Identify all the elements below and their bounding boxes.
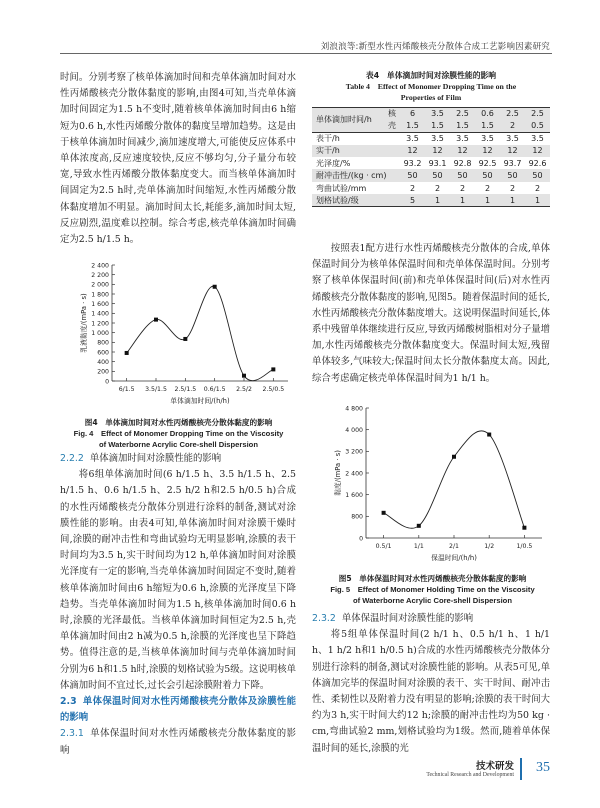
table-cell: 93.2 <box>403 158 422 168</box>
y-tick-label: 1 600 <box>91 300 109 308</box>
y-tick-label: 400 <box>97 358 109 366</box>
table-4-block <box>312 70 550 207</box>
table-cell: 3.5 <box>400 132 425 144</box>
table-cell: 3.5 <box>425 108 450 120</box>
table-4-caption-en-1: Table 4 Effect of Monomer Dropping Time on the <box>345 82 517 91</box>
x-tick-label: 1/0.5 <box>516 543 533 550</box>
section-title: 单体保温时间对水性丙烯酸核壳分散体及涂膜性能的影响 <box>60 696 296 724</box>
table-cell: 3.5 <box>475 132 500 144</box>
data-point <box>452 455 456 459</box>
y-tick-label: 1 200 <box>91 320 109 328</box>
table-row-label: 光泽度/% <box>316 158 351 168</box>
table-4-caption-cn: 表4 单体滴加时间对涂膜性能的影响 <box>365 71 497 80</box>
table-row <box>312 194 550 206</box>
y-axis-label: 黏度/(mPa · s) <box>334 450 342 496</box>
section-number: 2.2.2 <box>60 453 84 464</box>
figure-5-caption-en-2: of Waterborne Acrylic Core-shell Dispersion <box>353 596 512 605</box>
page-number: 35 <box>536 760 550 775</box>
data-point <box>271 367 275 371</box>
x-tick-label: 2.5/1.5 <box>174 386 197 393</box>
series-line <box>127 286 274 380</box>
table-cell: 0.5 <box>525 120 550 132</box>
table-cell: 2 <box>500 120 525 132</box>
table-cell: 3.5 <box>500 132 525 144</box>
table-row <box>312 145 550 157</box>
data-point <box>242 374 246 378</box>
table-cell: 2.5 <box>500 108 525 120</box>
x-tick-label: 0.6/1.5 <box>203 386 226 393</box>
table-cell: 12 <box>500 145 525 157</box>
section-2-2-2-heading <box>60 451 296 467</box>
section-number: 2.3 <box>60 696 77 708</box>
table-cell: 92.5 <box>478 158 497 168</box>
table-cell: 50 <box>500 169 525 181</box>
table-cell: 1.5 <box>475 120 500 132</box>
table-sub-label: 壳 <box>384 120 400 132</box>
table-cell: 50 <box>525 169 550 181</box>
table-4-caption-en-2: Properties of Film <box>400 93 462 102</box>
table-row-label: 表干/h <box>312 132 400 144</box>
table-cell: 2.5 <box>525 108 550 120</box>
table-cell: 3.5 <box>450 132 475 144</box>
data-point <box>213 285 217 289</box>
y-tick-label: 4 000 <box>345 426 363 434</box>
paragraph-viscosity-dropping: 时间。分别考察了核单体滴加时间和壳单体滴加时间对水性丙烯酸核壳分散体黏度的影响,由图4可知,当壳单体滴加时间固定为1.5 h不变时,随着核单体滴加时间由6 h缩短为0.6 h,水性丙烯酸分散体的黏度呈增加趋势。这是由于核单体滴加时间减少,滴加速度增大,可能使反应体系中单体浓度高,反应速度较快,反应不够均匀,分子量分布较宽,导致水性丙烯酸分散体黏度变大。而当核单体滴加时间固定为2.5 h时,壳单体滴加时间缩短,水性丙烯酸分散体黏度增加不明显。滴加时间太长,耗能多,滴加时间太短,反应剧烈,温度难以控制。综合考虑,核壳单体滴加时间确定为2.5 h/1.5 h。 <box>60 72 296 246</box>
y-tick-label: 1 800 <box>91 291 109 299</box>
figure-4-caption-en-1: Fig. 4 Effect of Monomer Dropping Time on the Viscosity <box>73 429 284 438</box>
table-row <box>312 132 550 144</box>
table-cell: 93.1 <box>428 158 447 168</box>
y-tick-label: 3 200 <box>345 448 363 456</box>
x-axis-label: 单体滴加时间/(h/h) <box>170 397 230 405</box>
table-cell: 1.5 <box>450 120 475 132</box>
page-footer <box>426 758 550 778</box>
table-cell: 2 <box>409 183 416 193</box>
data-point <box>522 526 526 530</box>
table-row-label: 划格试验/级 <box>312 194 400 206</box>
section-title: 单体滴加时间对涂膜性能的影响 <box>89 453 222 464</box>
figure-4-caption-cn: 图4 单体滴加时间对水性丙烯酸核壳分散体黏度的影响 <box>84 418 273 427</box>
y-tick-label: 200 <box>97 368 109 376</box>
paragraph-film-holding: 将5组单体保温时间(2 h/1 h、0.5 h/1 h、1 h/1 h、1 h/2 h和1 h/0.5 h)合成的水性丙烯酸核壳分散体分别进行涂料的制备,测试对涂膜性能的影响。从表5可见,单体滴加完毕的保温时间对涂膜的表干、实干时间、耐冲击性、柔韧性以及附着力没有明显的影响;涂膜的表干时间大约为3 h,实干时间大约12 h;涂膜的耐冲击性均为50 kg · cm,弯曲试验2 mm,划格试验均为1级。然而,随着单体保温时间的延长,涂膜的光 <box>312 629 550 754</box>
table-row <box>312 182 550 194</box>
table-cell: 12 <box>450 145 475 157</box>
data-point <box>487 433 491 437</box>
left-column <box>60 70 296 248</box>
right-column-lower <box>312 611 550 757</box>
table-row <box>312 108 550 120</box>
table-cell: 5 <box>400 194 425 206</box>
figure-5-chart <box>310 398 555 573</box>
y-tick-label: 4 800 <box>345 405 363 413</box>
table-row-header: 单体滴加时间/h <box>312 108 384 133</box>
data-point <box>382 511 386 515</box>
table-cell: 12 <box>475 145 500 157</box>
table-cell: 0.6 <box>475 108 500 120</box>
section-number: 2.3.2 <box>312 613 336 624</box>
table-cell: 3.5 <box>425 132 450 144</box>
table-cell: 50 <box>475 169 500 181</box>
data-point <box>417 524 421 528</box>
figure-4-chart <box>56 255 301 413</box>
x-tick-label: 1/2 <box>484 543 495 550</box>
table-cell: 6 <box>400 108 425 120</box>
data-point <box>154 318 158 322</box>
journal-name-en: Technical Research and Development <box>426 772 514 778</box>
table-cell: 92.8 <box>453 158 472 168</box>
left-column-lower <box>60 451 296 759</box>
data-point <box>125 351 129 355</box>
header-rule <box>60 53 552 54</box>
x-tick-label: 2.5/2 <box>236 386 252 393</box>
table-cell: 12 <box>525 145 550 157</box>
table-cell: 1.5 <box>400 120 425 132</box>
table-row-label: 实干/h <box>312 145 400 157</box>
section-title: 单体保温时间对涂膜性能的影响 <box>341 613 474 624</box>
table-4 <box>312 107 550 207</box>
y-tick-label: 1 600 <box>345 491 363 499</box>
figure-5-caption-cn: 图5 单体保温时间对水性丙烯酸核壳分散体黏度的影响 <box>338 574 527 583</box>
table-cell: 2.5 <box>450 108 475 120</box>
x-tick-label: 3.5/1.5 <box>145 386 167 393</box>
table-cell: 2 <box>534 183 541 193</box>
table-cell: 50 <box>450 169 475 181</box>
section-2-3-1-heading <box>60 726 296 758</box>
y-tick-label: 2 200 <box>91 271 109 279</box>
table-cell: 2 <box>484 183 491 193</box>
x-tick-label: 2.5/0.5 <box>262 386 285 393</box>
x-tick-label: 2/1 <box>449 543 459 550</box>
x-tick-label: 0.5/1 <box>375 543 392 550</box>
table-cell: 2 <box>459 183 466 193</box>
y-tick-label: 800 <box>351 513 363 521</box>
section-2-3-2-heading <box>312 611 550 627</box>
table-row <box>312 157 550 169</box>
y-axis-label: 乳液黏度/(mPa · s) <box>80 293 88 353</box>
data-point <box>183 337 187 341</box>
figure-4-caption <box>56 417 301 450</box>
y-tick-label: 0 <box>105 378 109 386</box>
y-tick-label: 600 <box>97 349 109 357</box>
table-cell: 1 <box>525 194 550 206</box>
table-cell: 93.7 <box>503 158 522 168</box>
table-cell: 12 <box>425 145 450 157</box>
table-cell: 50 <box>425 169 450 181</box>
table-cell: 1 <box>450 194 475 206</box>
table-row-label: 耐冲击性/(kg · cm) <box>312 169 400 181</box>
table-cell: 2 <box>434 183 441 193</box>
table-cell: 2 <box>509 183 516 193</box>
x-axis-label: 保温时间/(h/h) <box>431 554 477 562</box>
table-row-label: 弯曲试验/mm <box>316 183 367 193</box>
table-cell: 92.6 <box>528 158 547 168</box>
x-tick-label: 6/1.5 <box>118 386 135 393</box>
section-title: 单体保温时间对水性丙烯酸核壳分散体黏度的影响 <box>60 728 296 756</box>
running-header: 刘浪浪等:新型水性丙烯酸核壳分散体合成工艺影响因素研究 <box>320 42 550 52</box>
table-cell: 50 <box>400 169 425 181</box>
y-tick-label: 2 000 <box>91 281 109 289</box>
table-cell: 3.5 <box>525 132 550 144</box>
y-tick-label: 2 400 <box>345 470 363 478</box>
y-tick-label: 2 400 <box>91 262 109 270</box>
figure-4-caption-en-2: of Waterborne Acrylic Core-shell Dispersion <box>99 440 258 449</box>
table-cell: 1 <box>475 194 500 206</box>
journal-name-cn: 技术研发 <box>475 761 514 772</box>
y-tick-label: 800 <box>97 339 109 347</box>
figure-5-caption-en-1: Fig. 5 Effect of Monomer Holding Time on the Viscosity <box>330 585 535 594</box>
table-sub-label: 核 <box>384 108 400 120</box>
y-tick-label: 1 000 <box>91 329 109 337</box>
x-tick-label: 1/1 <box>413 543 424 550</box>
footer-accent-bar <box>520 758 522 780</box>
y-tick-label: 0 <box>359 535 363 543</box>
table-cell: 12 <box>400 145 425 157</box>
table-cell: 1 <box>500 194 525 206</box>
y-tick-label: 1 400 <box>91 310 109 318</box>
table-cell: 1.5 <box>425 120 450 132</box>
right-column <box>312 241 550 387</box>
table-cell: 1 <box>425 194 450 206</box>
section-number: 2.3.1 <box>60 728 84 740</box>
series-line <box>384 431 525 528</box>
paragraph-film-dropping: 将6组单体滴加时间(6 h/1.5 h、3.5 h/1.5 h、2.5 h/1.5 h、0.6 h/1.5 h、2.5 h/2 h和2.5 h/0.5 h)合成的水性丙烯酸核壳分散体分别进行涂料的制备,测试对涂膜性能的影响。由表4可知,单体滴加时间对涂膜干燥时间,涂膜的耐冲击性和弯曲试验均无明显影响,涂膜的表干时间均为3.5 h,实干时间均为12 h,单体滴加时间对涂膜光泽度有一定的影响,当壳单体滴加时间固定不变时,随着核单体滴加时间由6 h缩短为0.6 h,涂膜的光泽度呈下降趋势。当壳单体滴加时间为1.5 h,核单体滴加时间0.6 h时,涂膜的光泽最低。当核单体滴加时间恒定为2.5 h,壳单体滴加时间由2 h减为0.5 h,涂膜的光泽度也呈下降趋势。值得注意的是,当核单体滴加时间与壳单体滴加时间分别为6 h和1.5 h时,涂膜的划格试验为5级。这说明核单体滴加时间不宜过长,过长会引起涂膜附着力下降。 <box>60 469 296 691</box>
table-row <box>312 169 550 181</box>
figure-5-caption <box>310 573 555 606</box>
paragraph-viscosity-holding: 按照表1配方进行水性丙烯酸核壳分散体的合成,单体保温时间分为核单体保温时间和壳单体保温时间。分别考察了核单体保温时间(前)和壳单体保温时间(后)对水性丙烯酸核壳分散体黏度的影响,见图5。随着保温时间的延长,水性丙烯酸核壳分散体黏度增大。这说明保温时间延长,体系中残留单体继续进行反应,导致丙烯酸树脂相对分子量增加,水性丙烯酸核壳分散体黏度变大。保温时间太短,残留单体较多,气味较大;保温时间太长分散体黏度太高。因此,综合考虑确定核壳单体保温时间为1 h/1 h。 <box>312 243 550 384</box>
journal-block <box>426 758 514 778</box>
section-2-3-heading <box>60 694 296 726</box>
